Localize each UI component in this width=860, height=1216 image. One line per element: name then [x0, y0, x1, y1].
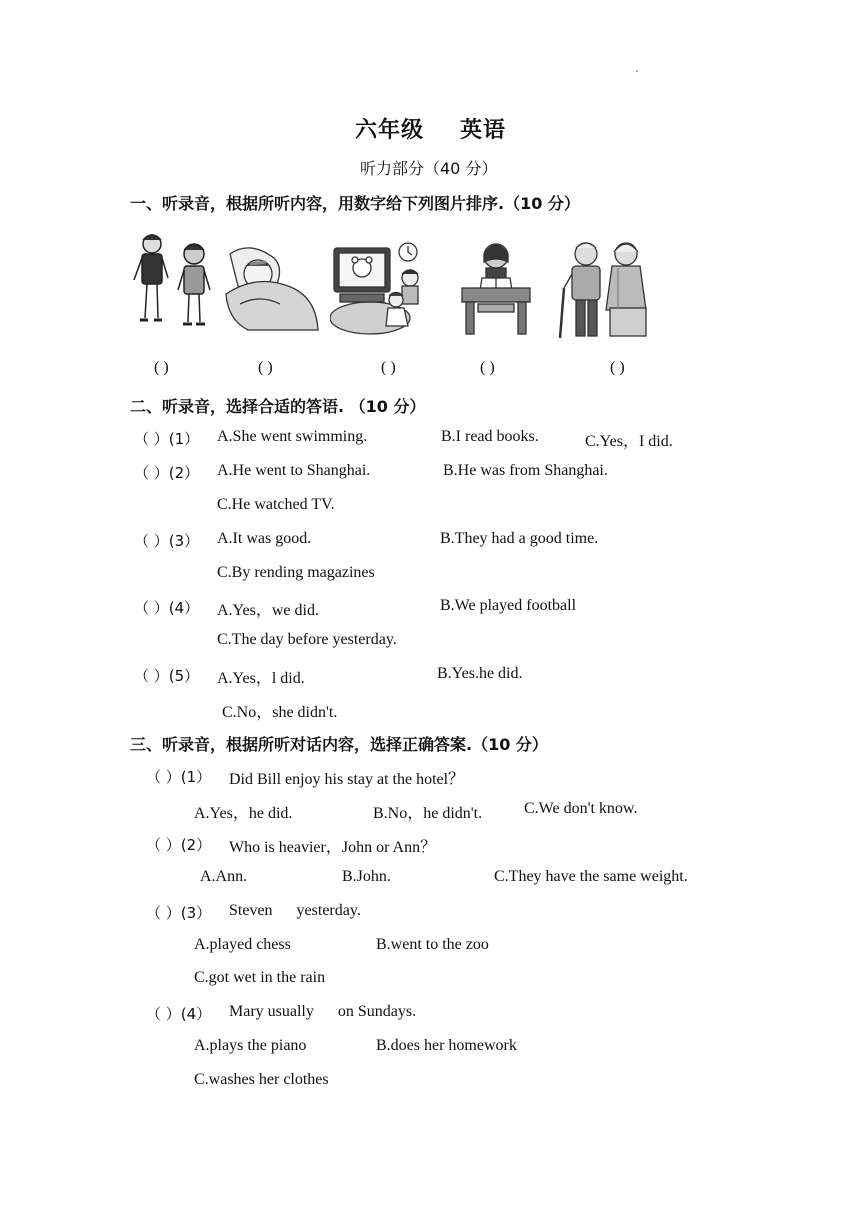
s2-q4-number[interactable]: （ ）(4）: [134, 599, 200, 617]
s2-q4-option-c: C.The day before yesterday.: [217, 631, 397, 648]
s2-q3-option-a: A.It was good.: [217, 530, 312, 547]
picture-4-blank[interactable]: ( ): [480, 359, 495, 376]
picture-2-blank[interactable]: ( ): [258, 359, 273, 376]
s3-q4-option-b: B.does her homework: [376, 1037, 517, 1054]
s2-q3-number[interactable]: （ ）(3）: [134, 532, 200, 550]
s3-q2-option-c: C.They have the same weight.: [494, 868, 688, 885]
girl-reading-at-desk-picture: [456, 238, 536, 338]
subject-title: 英语: [460, 118, 507, 143]
section3-heading: 三、听录音，根据所听对话内容，选择正确答案.（10 分）: [130, 735, 548, 754]
s2-q1-option-a: A.She went swimming.: [217, 428, 368, 445]
s3-q3-option-c: C.got wet in the rain: [194, 969, 326, 986]
s2-q3-option-c: C.By rending magazines: [217, 564, 375, 581]
s2-q5-option-c: C.No，she didn't.: [222, 704, 338, 721]
s2-q1-number[interactable]: （ ）(1）: [134, 430, 200, 448]
s2-q5-option-a: A.Yes，l did.: [217, 670, 305, 687]
picture-5-blank[interactable]: ( ): [610, 359, 625, 376]
s3-q2-question: Who is heavier，John or Ann？: [229, 839, 437, 856]
two-boys-standing-picture: [128, 228, 220, 332]
section2-heading: 二、听录音，选择合适的答语. （10 分）: [130, 397, 426, 416]
s2-q5-number[interactable]: （ ）(5）: [134, 667, 200, 685]
s3-q3-option-b: B.went to the zoo: [376, 936, 489, 953]
s3-q3-option-a: A.played chess: [194, 936, 291, 953]
stray-dot: [636, 70, 638, 72]
s3-q4-option-c: C.washes her clothes: [194, 1071, 329, 1088]
listening-subtitle: 听力部分（40 分）: [360, 159, 498, 178]
s3-q2-option-a: A.Ann.: [200, 868, 248, 885]
s2-q2-option-b: B.He was from Shanghai.: [443, 462, 608, 479]
kids-watching-tv-picture: [330, 238, 430, 336]
s3-q4-question: Mary usually on Sundays.: [229, 1003, 417, 1020]
s3-q1-option-b: B.No，he didn't.: [373, 805, 483, 822]
s2-q1-option-b: B.I read books.: [441, 428, 539, 445]
s2-q1-option-c: C.Yes，I did.: [585, 433, 673, 450]
s3-q1-option-c: C.We don't know.: [524, 800, 638, 817]
grade-title: 六年级: [355, 118, 425, 143]
s2-q2-option-a: A.He went to Shanghai.: [217, 462, 371, 479]
s2-q2-option-c: C.He watched TV.: [217, 496, 335, 513]
section1-heading: 一、听录音，根据所听内容，用数字给下列图片排序.（10 分）: [130, 194, 580, 213]
picture-3-blank[interactable]: ( ): [381, 359, 396, 376]
elderly-couple-picture: [552, 238, 658, 340]
s3-q2-number[interactable]: （ ）(2）: [146, 836, 212, 854]
s2-q4-option-b: B.We played football: [440, 597, 577, 614]
s2-q5-option-b: B.Yes.he did.: [437, 665, 523, 682]
s3-q3-number[interactable]: （ ）(3）: [146, 904, 212, 922]
sick-boy-in-bed-picture: [220, 234, 322, 334]
picture-1-blank[interactable]: ( ): [154, 359, 169, 376]
s3-q3-question: Steven yesterday.: [229, 902, 361, 919]
s3-q2-option-b: B.John.: [342, 868, 391, 885]
s2-q4-option-a: A.Yes，we did.: [217, 602, 319, 619]
s3-q1-question: Did Bill enjoy his stay at the hotel？: [229, 771, 465, 788]
s2-q2-number[interactable]: （ ）(2）: [134, 464, 200, 482]
s2-q3-option-b: B.They had a good time.: [440, 530, 599, 547]
s3-q1-option-a: A.Yes，he did.: [194, 805, 293, 822]
s3-q1-number[interactable]: （ ）(1）: [146, 768, 212, 786]
s3-q4-number[interactable]: （ ）(4）: [146, 1005, 212, 1023]
s3-q4-option-a: A.plays the piano: [194, 1037, 307, 1054]
